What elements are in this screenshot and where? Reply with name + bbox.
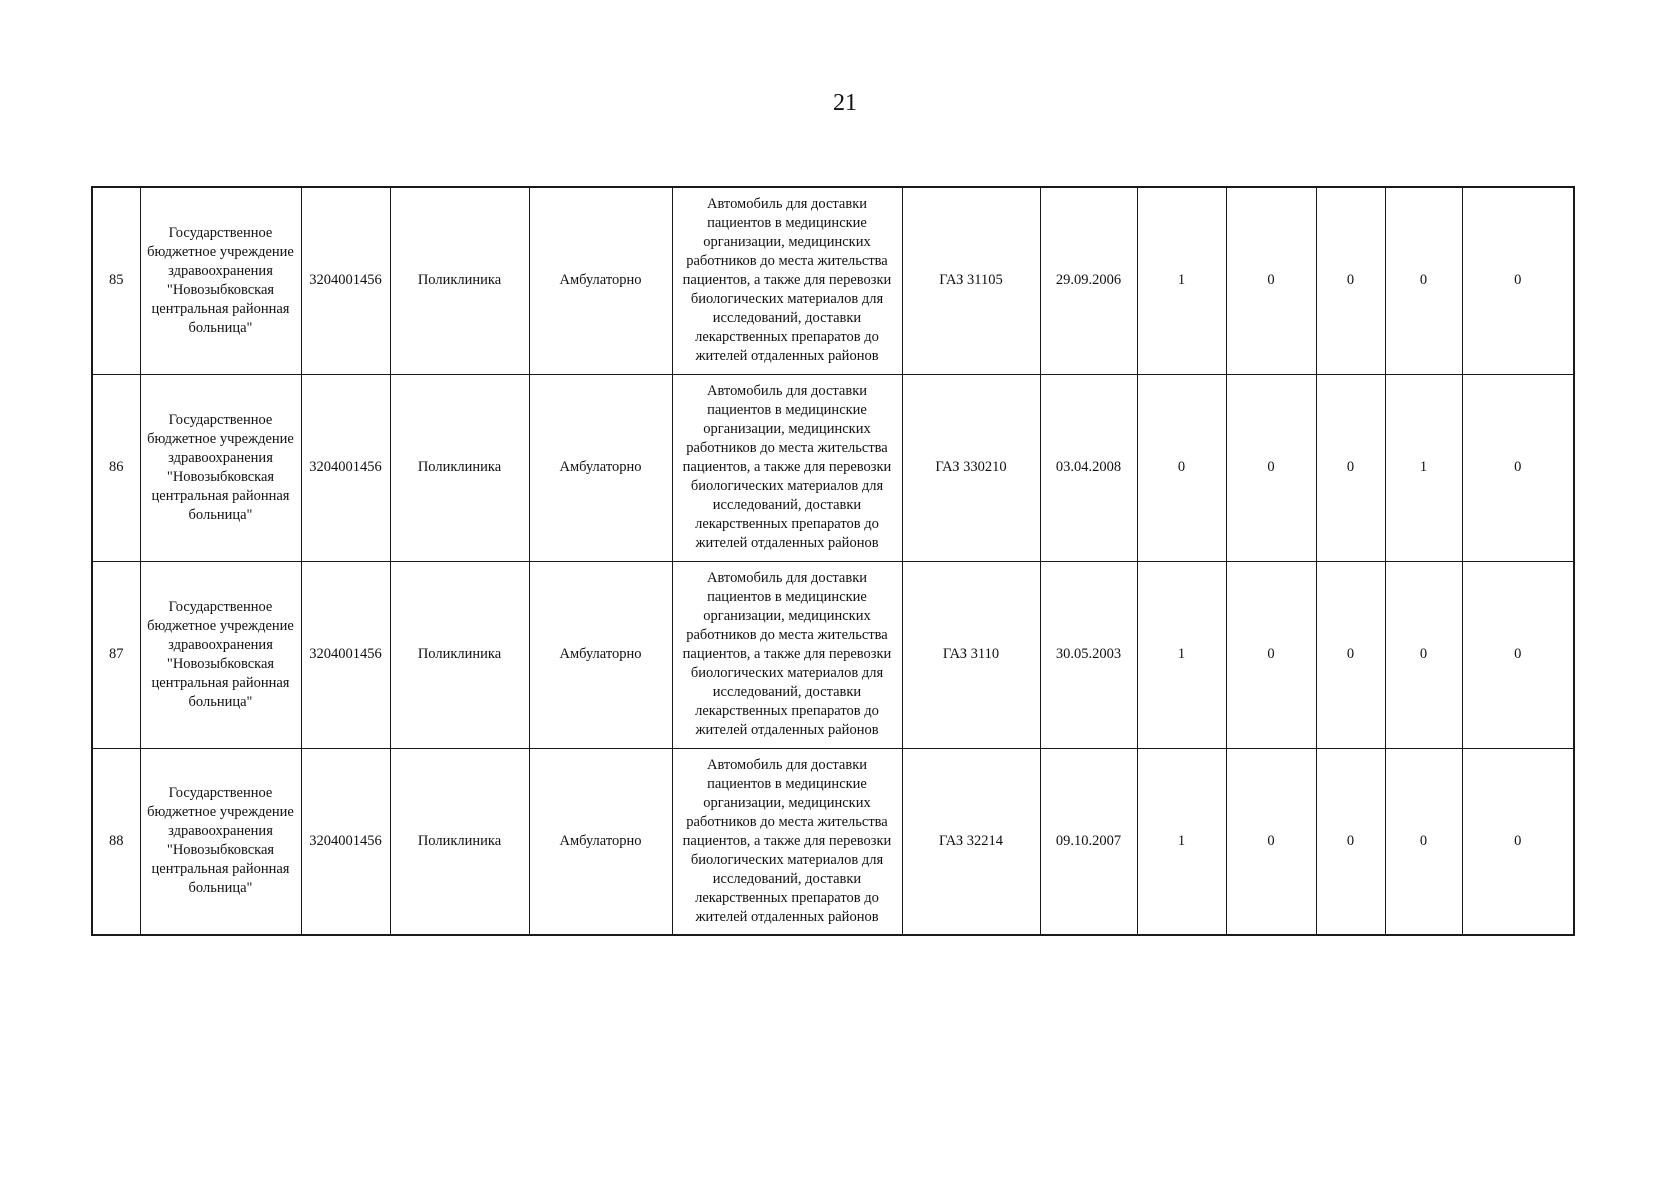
- care-type-cell: Амбулаторно: [529, 561, 672, 748]
- value-cell-2: 0: [1226, 187, 1316, 374]
- vehicle-model-cell: ГАЗ 3110: [902, 561, 1040, 748]
- value-cell-4: 0: [1385, 561, 1462, 748]
- vehicle-model-cell: ГАЗ 330210: [902, 374, 1040, 561]
- care-type-cell: Амбулаторно: [529, 748, 672, 935]
- value-cell-1: 1: [1137, 748, 1226, 935]
- row-number-cell: 86: [92, 374, 140, 561]
- value-cell-4: 0: [1385, 748, 1462, 935]
- value-cell-4: 1: [1385, 374, 1462, 561]
- row-number-cell: 88: [92, 748, 140, 935]
- date-cell: 29.09.2006: [1040, 187, 1137, 374]
- inn-cell: 3204001456: [301, 748, 390, 935]
- inn-cell: 3204001456: [301, 187, 390, 374]
- vehicle-model-cell: ГАЗ 31105: [902, 187, 1040, 374]
- institution-cell: Государственное бюджетное учреждение здравоохранения "Новозыбковская центральная районная больница": [140, 748, 301, 935]
- value-cell-5: 0: [1462, 374, 1574, 561]
- subdivision-cell: Поликлиника: [390, 187, 529, 374]
- subdivision-cell: Поликлиника: [390, 561, 529, 748]
- value-cell-1: 1: [1137, 561, 1226, 748]
- purpose-cell: Автомобиль для доставки пациентов в медицинские организации, медицинских работников до места жительства пациентов, а также для перевозки биологических материалов для исследований, доставки лекарственных препаратов до жителей отдаленных районов: [672, 561, 902, 748]
- care-type-cell: Амбулаторно: [529, 374, 672, 561]
- value-cell-4: 0: [1385, 187, 1462, 374]
- inn-cell: 3204001456: [301, 561, 390, 748]
- value-cell-3: 0: [1316, 374, 1385, 561]
- vehicle-registry-table: [91, 186, 1575, 936]
- value-cell-2: 0: [1226, 561, 1316, 748]
- inn-cell: 3204001456: [301, 374, 390, 561]
- value-cell-5: 0: [1462, 748, 1574, 935]
- value-cell-5: 0: [1462, 561, 1574, 748]
- value-cell-3: 0: [1316, 187, 1385, 374]
- institution-cell: Государственное бюджетное учреждение здравоохранения "Новозыбковская центральная районная больница": [140, 561, 301, 748]
- row-number-cell: 87: [92, 561, 140, 748]
- institution-cell: Государственное бюджетное учреждение здравоохранения "Новозыбковская центральная районная больница": [140, 187, 301, 374]
- date-cell: 09.10.2007: [1040, 748, 1137, 935]
- table-row: [92, 187, 1574, 374]
- purpose-cell: Автомобиль для доставки пациентов в медицинские организации, медицинских работников до места жительства пациентов, а также для перевозки биологических материалов для исследований, доставки лекарственных препаратов до жителей отдаленных районов: [672, 374, 902, 561]
- table-row: [92, 748, 1574, 935]
- value-cell-2: 0: [1226, 748, 1316, 935]
- care-type-cell: Амбулаторно: [529, 187, 672, 374]
- value-cell-1: 0: [1137, 374, 1226, 561]
- table-row: [92, 561, 1574, 748]
- value-cell-2: 0: [1226, 374, 1316, 561]
- value-cell-5: 0: [1462, 187, 1574, 374]
- date-cell: 03.04.2008: [1040, 374, 1137, 561]
- purpose-cell: Автомобиль для доставки пациентов в медицинские организации, медицинских работников до места жительства пациентов, а также для перевозки биологических материалов для исследований, доставки лекарственных препаратов до жителей отдаленных районов: [672, 748, 902, 935]
- value-cell-3: 0: [1316, 748, 1385, 935]
- row-number-cell: 85: [92, 187, 140, 374]
- value-cell-3: 0: [1316, 561, 1385, 748]
- subdivision-cell: Поликлиника: [390, 374, 529, 561]
- subdivision-cell: Поликлиника: [390, 748, 529, 935]
- vehicle-model-cell: ГАЗ 32214: [902, 748, 1040, 935]
- table-row: [92, 374, 1574, 561]
- page-number: 21: [833, 90, 857, 116]
- institution-cell: Государственное бюджетное учреждение здравоохранения "Новозыбковская центральная районная больница": [140, 374, 301, 561]
- date-cell: 30.05.2003: [1040, 561, 1137, 748]
- purpose-cell: Автомобиль для доставки пациентов в медицинские организации, медицинских работников до места жительства пациентов, а также для перевозки биологических материалов для исследований, доставки лекарственных препаратов до жителей отдаленных районов: [672, 187, 902, 374]
- value-cell-1: 1: [1137, 187, 1226, 374]
